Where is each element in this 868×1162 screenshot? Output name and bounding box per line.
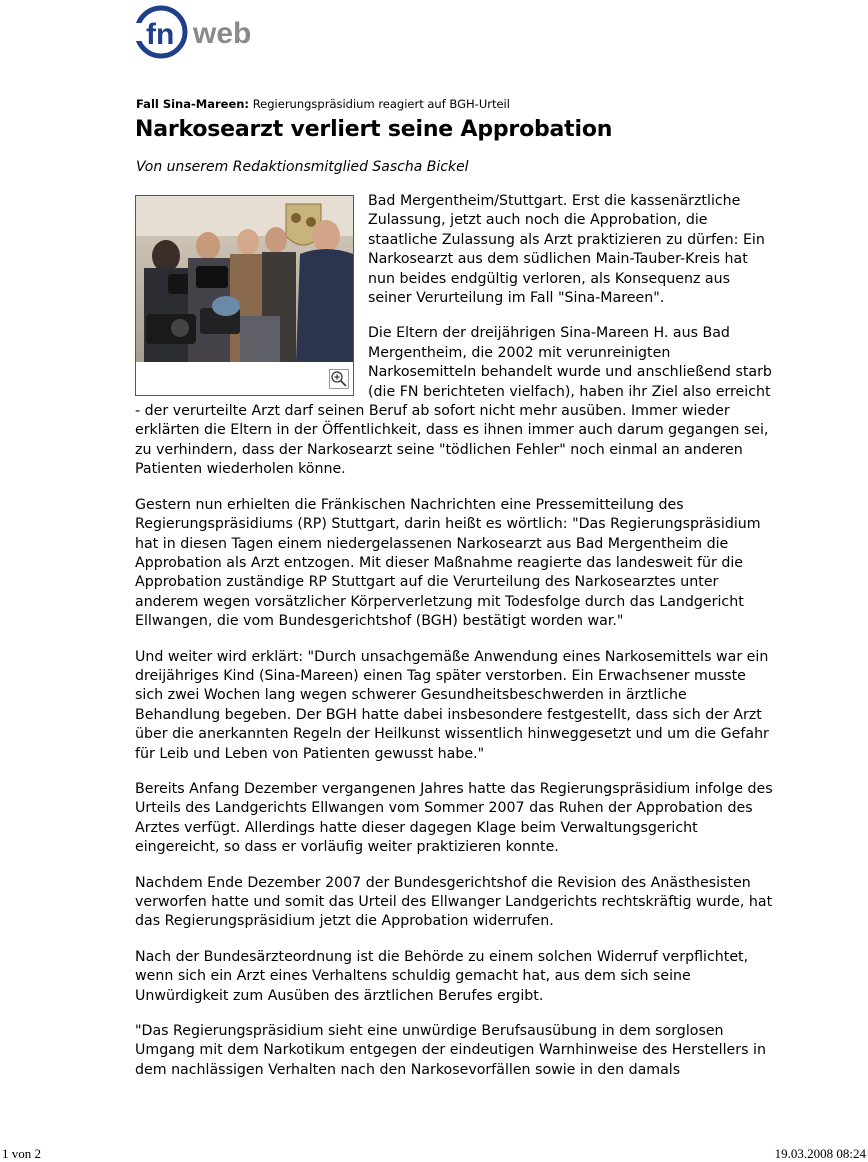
article-paragraph: "Das Regierungspräsidium sieht eine unwürdige Berufsausübung in dem sorglosen Umgang mit dem Narkotikum entgegen der eindeutigen Warnhinweise des Herstellers in dem nachlässigen Verhalten nach den Narkosevorfällen sowie in den damals <box>135 1023 766 1078</box>
logo-word-text: web <box>193 17 252 50</box>
article-paragraph: Nach der Bundesärzteordnung ist die Behörde zu einem solchen Widerruf verpflichtet, wenn sich ein Arzt eines Verhaltens schuldig gemacht hat, aus dem sich seine Unwürdigkeit zum Ausüben des ärztlichen Berufes ergibt. <box>135 948 749 1004</box>
article-byline: Von unserem Redaktionsmitglied Sascha Bickel <box>136 159 469 175</box>
article-kicker <box>136 97 510 111</box>
print-timestamp: 19.03.2008 08:24 <box>774 1146 866 1161</box>
article-paragraph: Und weiter wird erklärt: "Durch unsachgemäße Anwendung eines Narkosemittels war ein dreijähriges Kind (Sina-Mareen) einen Tag später verstorben. Ein Erwachsener musste sich zwei Wochen lang wegen schwerer Gesundheitsbeschwerden in ärztliche Behandlung begeben. Der BGH hatte dabei insbesondere festgestellt, dass sich der Arzt über die anerkannten Regeln der Heilkunst wissentlich hinweggesetzt und um die Gefahr für Leib und Leben von Patienten gewusst habe." <box>135 648 769 762</box>
article-paragraph: Gestern nun erhielten die Fränkischen Nachrichten eine Pressemitteilung des Regierungspräsidiums (RP) Stuttgart, darin heißt es wörtlich: "Das Regierungspräsidium hat in diesen Tagen einem niedergelassenen Narkosearzt aus Bad Mergentheim die Approbation als Arzt entzogen. Mit dieser Maßnahme reagierte das landesweit für die Approbation zuständige RP Stuttgart auf die Verurteilung des Narkosearztes unter anderem wegen vorsätzlicher Körperverletzung mit Todesfolge durch das Landgericht Ellwangen, die vom Bundesgerichtshof (BGH) bestätigt worden war." <box>135 496 761 630</box>
logo-mark-text: fn <box>146 18 175 51</box>
article-paragraph: Die Eltern der dreijährigen Sina-Mareen H. aus Bad Mergentheim, die 2002 mit verunreinigten Narkosemitteln behandelt wurde und anschließend starb (die FN berichteten vielfach), haben ihr Ziel also erreicht - der verurteilte Arzt darf seinen Beruf ab sofort nicht mehr ausüben. Immer wieder erklärten die Eltern in der Öffentlichkeit, dass es ihnen immer auch darum gegangen sei, zu verhindern, dass der Narkosearzt seine "tödlichen Fehler" noch einmal an anderen Patienten wiederholen könne. <box>135 325 772 478</box>
kicker-text: Regierungspräsidium reagiert auf BGH-Urteil <box>249 97 510 111</box>
article-paragraph: Bereits Anfang Dezember vergangenen Jahres hatte das Regierungspräsidium infolge des Urteils des Landgerichts Ellwangen vom Sommer 2007 das Ruhen der Approbation des Arztes verfügt. Allerdings hatte dieser dagegen Klage beim Verwaltungsgericht eingereicht, so dass er vorläufig weiter praktizieren konnte. <box>135 780 773 856</box>
fn-web-logo[interactable] <box>134 5 274 59</box>
press-photo <box>136 196 353 362</box>
zoom-icon[interactable] <box>329 369 349 389</box>
kicker-label: Fall Sina-Mareen: <box>136 97 250 111</box>
article-paragraph: Nachdem Ende Dezember 2007 der Bundesgerichtshof die Revision des Anästhesisten verworfen hatte und somit das Urteil des Ellwanger Landgerichts rechtskräftig wurde, hat das Regierungspräsidium jetzt die Approbation widerrufen. <box>135 874 773 930</box>
article-body <box>135 192 775 1096</box>
fn-logo-mark <box>134 5 274 59</box>
article-photo-figure[interactable] <box>135 195 354 396</box>
article-headline: Narkosearzt verliert seine Approbation <box>135 117 613 142</box>
article-paragraph: Bad Mergentheim/Stuttgart. Erst die kassenärztliche Zulassung, jetzt auch noch die Approbation, die staatliche Zulassung als Arzt praktizieren zu dürfen: Ein Narkosearzt aus dem südlichen Main-Tauber-Kreis hat nun beides endgültig verloren, als Konsequenz aus seiner Verurteilung im Fall "Sina-Mareen". <box>368 193 765 307</box>
page-number: 1 von 2 <box>2 1146 41 1161</box>
